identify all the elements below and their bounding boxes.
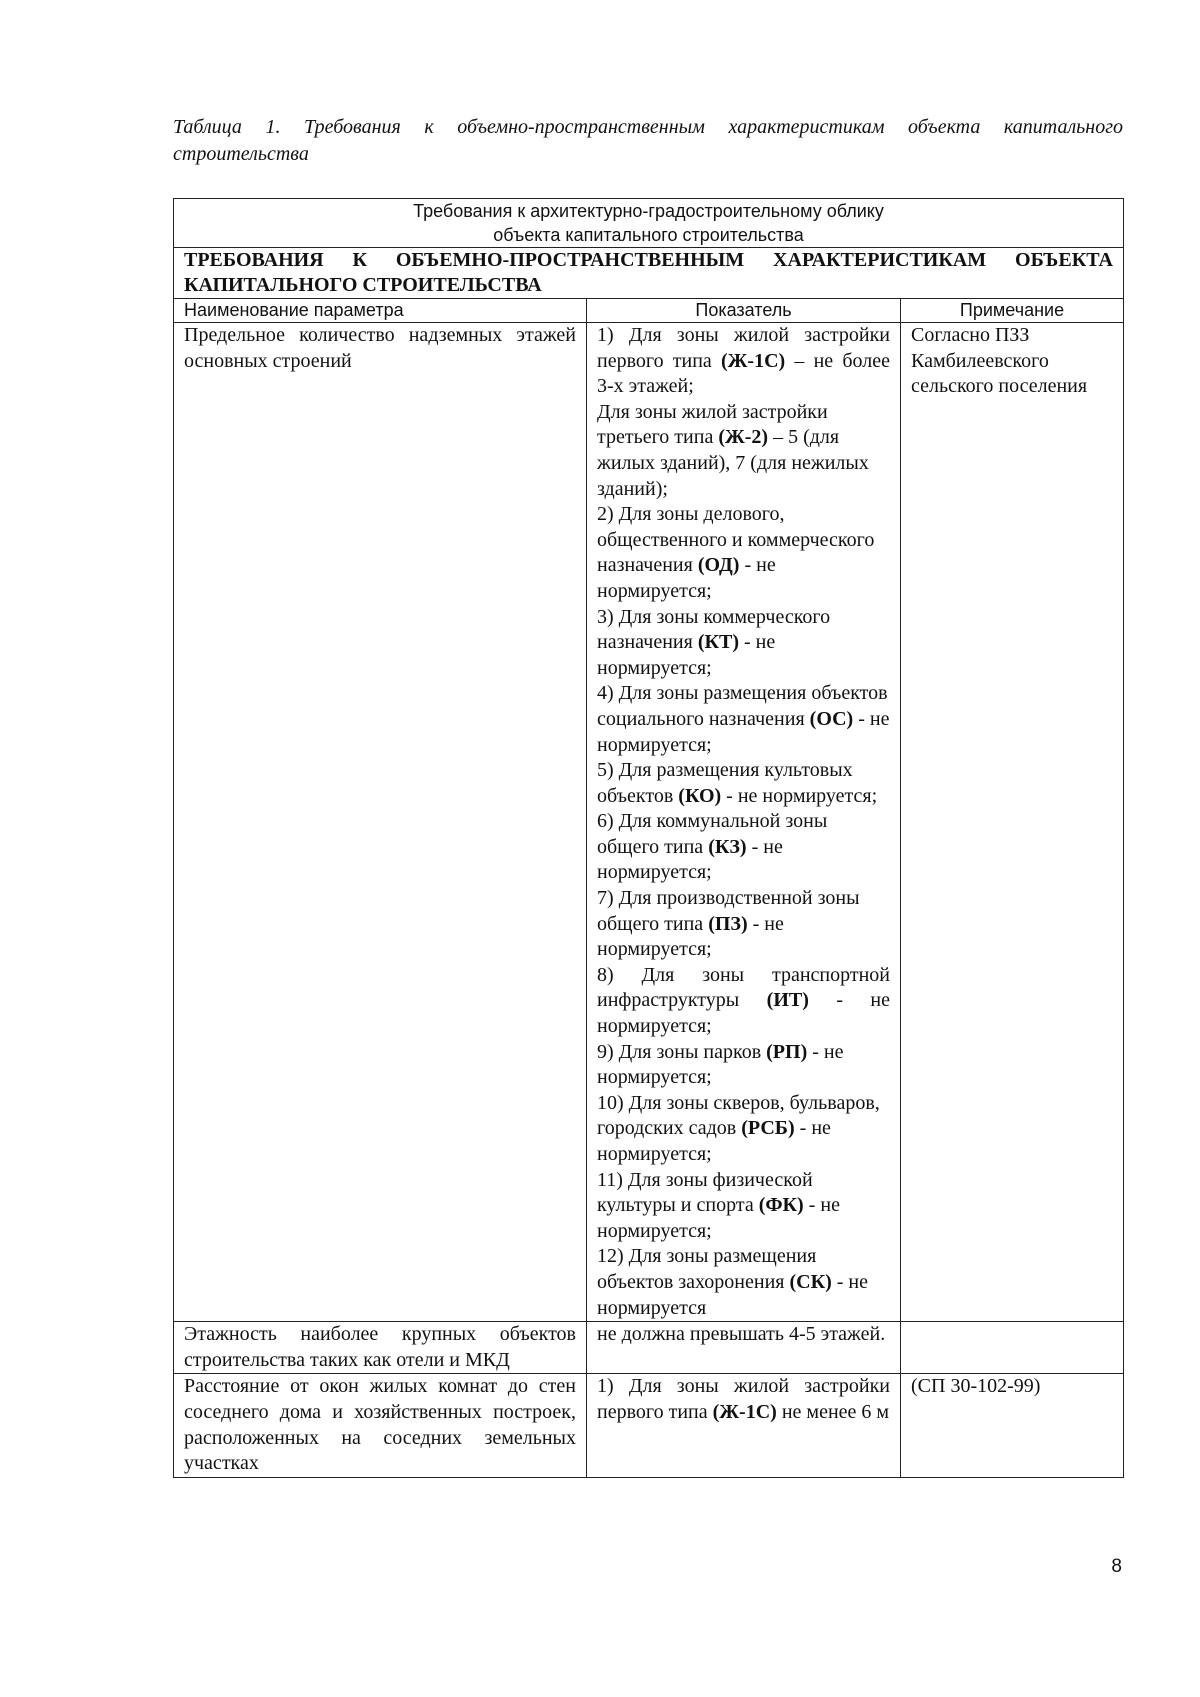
zone-code: (ПЗ): [708, 912, 748, 935]
zone-code: (ОД): [697, 554, 740, 577]
item-text: 6) Для коммунальной зоны общего типа: [597, 810, 828, 858]
row1-value-item: [597, 1168, 890, 1245]
table-caption: Таблица 1. Требования к объемно-пространственным характеристикам объекта капитального строительства: [173, 116, 1123, 165]
zone-code: (Ж-2): [718, 426, 769, 449]
item-tail: – 5 (для жилых зданий), 7 (для нежилых зданий);: [597, 426, 869, 500]
row2-note: [901, 1322, 1124, 1374]
zone-code: (СК): [789, 1270, 832, 1293]
section-title: ТРЕБОВАНИЯ К ОБЪЕМНО-ПРОСТРАНСТВЕННЫМ ХАРАКТЕРИСТИКАМ ОБЪЕКТА КАПИТАЛЬНОГО СТРОИТЕЛЬСТВА: [174, 248, 1124, 299]
item-tail: - не нормируется;: [597, 1117, 831, 1165]
item-tail: - не нормируется;: [597, 631, 776, 679]
table-row: [174, 1374, 1124, 1477]
row1-value-item: [597, 758, 890, 809]
item-text: 7) Для производственной зоны общего типа: [597, 887, 860, 935]
row3-parameter: Расстояние от окон жилых комнат до стен соседнего дома и хозяйственных построек, расположенных на соседних земельных участках: [174, 1374, 587, 1477]
section-title-row: [174, 248, 1124, 299]
item-tail: – не более 3-х этажей;: [597, 349, 890, 398]
item-tail: - не нормируется;: [597, 989, 890, 1038]
zone-code: (КО): [678, 784, 722, 807]
zone-code: (Ж-1С): [721, 349, 786, 372]
row3-value: [587, 1374, 901, 1477]
table-top-header: [174, 199, 1124, 248]
row1-value-item: [597, 1091, 890, 1168]
row1-value: [587, 323, 901, 1322]
item-text: 5) Для размещения культовых объектов: [597, 759, 853, 807]
zone-code: (КТ): [697, 631, 739, 654]
item-tail: - не нормируется;: [721, 784, 878, 807]
item-tail: - не нормируется;: [597, 912, 784, 961]
item-tail: - не нормируется;: [597, 707, 890, 756]
row1-value-item: [597, 605, 890, 682]
top-header-line2: объекта капитального строительства: [493, 225, 804, 245]
row1-value-item: [597, 681, 890, 758]
row1-value-item: [597, 886, 890, 963]
column-header-row: [174, 299, 1124, 323]
row3-value-tail: не менее 6 м: [776, 1400, 890, 1423]
item-text: 1) Для зоны жилой застройки первого типа: [597, 324, 890, 372]
item-tail: - не нормируется;: [597, 1040, 844, 1089]
table-row: [174, 323, 1124, 1322]
item-text: 11) Для зоны физической культуры и спорта: [597, 1168, 813, 1217]
row1-value-item: [597, 809, 890, 886]
row1-note: Согласно ПЗЗ Камбилеевского сельского поселения: [901, 323, 1124, 1322]
column-header-note: Примечание: [901, 299, 1124, 323]
zone-code: (РСБ): [741, 1117, 795, 1140]
item-tail: - не нормируется;: [597, 835, 783, 884]
table-row: [174, 1322, 1124, 1374]
column-header-parameter: Наименование параметра: [174, 299, 587, 323]
item-text: 8) Для зоны транспортной инфраструктуры: [597, 963, 890, 1012]
zone-code: (ИТ): [766, 989, 809, 1012]
zone-code: (ФК): [758, 1194, 804, 1217]
item-text: 2) Для зоны делового, общественного и коммерческого назначения: [597, 503, 875, 577]
page-number: 8: [1111, 1556, 1122, 1577]
top-header-line1: Требования к архитектурно-градостроительному облику: [413, 201, 884, 221]
requirements-table: [173, 198, 1124, 1478]
item-text: 10) Для зоны скверов, бульваров, городских садов: [597, 1091, 880, 1140]
item-text: 9) Для зоны парков: [597, 1040, 767, 1063]
item-text: Для зоны жилой застройки третьего типа: [597, 400, 828, 449]
item-text: 4) Для зоны размещения объектов социального назначения: [597, 682, 888, 730]
row2-value: не должна превышать 4-5 этажей.: [587, 1322, 901, 1374]
item-text: 3) Для зоны коммерческого назначения: [597, 605, 831, 654]
row2-parameter: Этажность наиболее крупных объектов строительства таких как отели и МКД: [174, 1322, 587, 1374]
row1-value-item: [597, 323, 890, 400]
zone-code: (ОС): [809, 707, 854, 730]
row3-note: (СП 30-102-99): [901, 1374, 1124, 1477]
row1-value-item: [597, 502, 890, 604]
row1-value-item: [597, 963, 890, 1040]
item-tail: - не нормируется;: [597, 554, 776, 602]
item-tail: - не нормируется;: [597, 1194, 840, 1242]
table-top-header-row: [174, 199, 1124, 248]
row3-value-zone-code: (Ж-1С): [712, 1400, 777, 1423]
row1-value-item: [597, 400, 890, 502]
zone-code: (КЗ): [708, 835, 747, 858]
item-tail: - не нормируется: [597, 1270, 868, 1319]
row1-value-item: [597, 1040, 890, 1091]
zone-code: (РП): [766, 1040, 808, 1063]
item-text: 12) Для зоны размещения объектов захоронения: [597, 1245, 817, 1293]
row1-parameter: Предельное количество надземных этажей основных строений: [174, 323, 587, 1322]
row3-value-text: 1) Для зоны жилой застройки первого типа: [597, 1375, 890, 1423]
row1-value-item: [597, 1244, 890, 1321]
column-header-value: Показатель: [587, 299, 901, 323]
